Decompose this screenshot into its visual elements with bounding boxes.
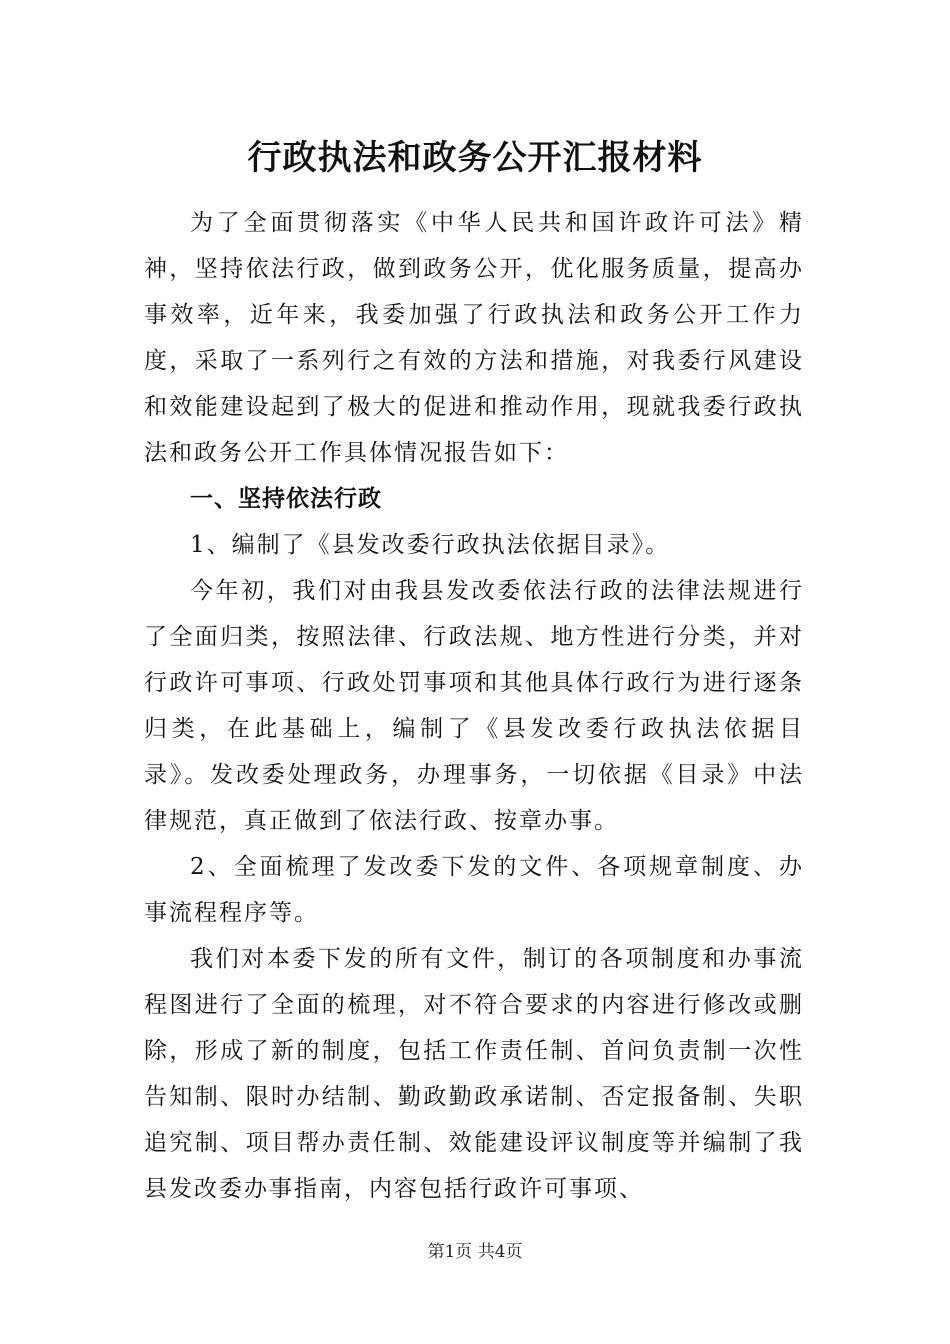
section-heading: 一、坚持依法行政: [190, 486, 382, 512]
page-number: 第1页 共4页: [427, 1242, 523, 1262]
intro-paragraph: 为了全面贯彻落实《中华人民共和国许政许可法》精神，坚持依法行政，做到政务公开，优化服务质量，提高办事效率，近年来，我委加强了行政执法和政务公开工作力度，采取了一系列行之有效的方法和措施，对我委行风建设和效能建设起到了极大的促进和推动作用，现就我委行政执法和政务公开工作具体情况报告如下：: [144, 210, 804, 466]
document-title: 行政执法和政务公开汇报材料: [247, 138, 703, 178]
item-2-paragraph: 我们对本委下发的所有文件，制订的各项制度和办事流程图进行了全面的梳理，对不符合要求的内容进行修改或删除，形成了新的制度，包括工作责任制、首问负责制一次性告知制、限时办结制、勤政勤政承诺制、否定报备制、失职追究制、项目帮办责任制、效能建设评议制度等并编制了我县发改委办事指南，内容包括行政许可事项、: [144, 946, 804, 1202]
item-1-heading: 1、编制了《县发改委行政执法依据目录》。: [190, 532, 671, 558]
item-1-paragraph: 今年初，我们对由我县发改委依法行政的法律法规进行了全面归类，按照法律、行政法规、地方性进行分类，并对行政许可事项、行政处罚事项和其他具体行政行为进行逐条归类，在此基础上，编制了《县发改委行政执法依据目录》。发改委处理政务，办理事务，一切依据《目录》中法律规范，真正做到了依法行政、按章办事。: [144, 578, 804, 834]
item-2-heading: 2、全面梳理了发改委下发的文件、各项规章制度、办事流程程序等。: [144, 854, 804, 926]
document-body: [144, 200, 804, 1212]
